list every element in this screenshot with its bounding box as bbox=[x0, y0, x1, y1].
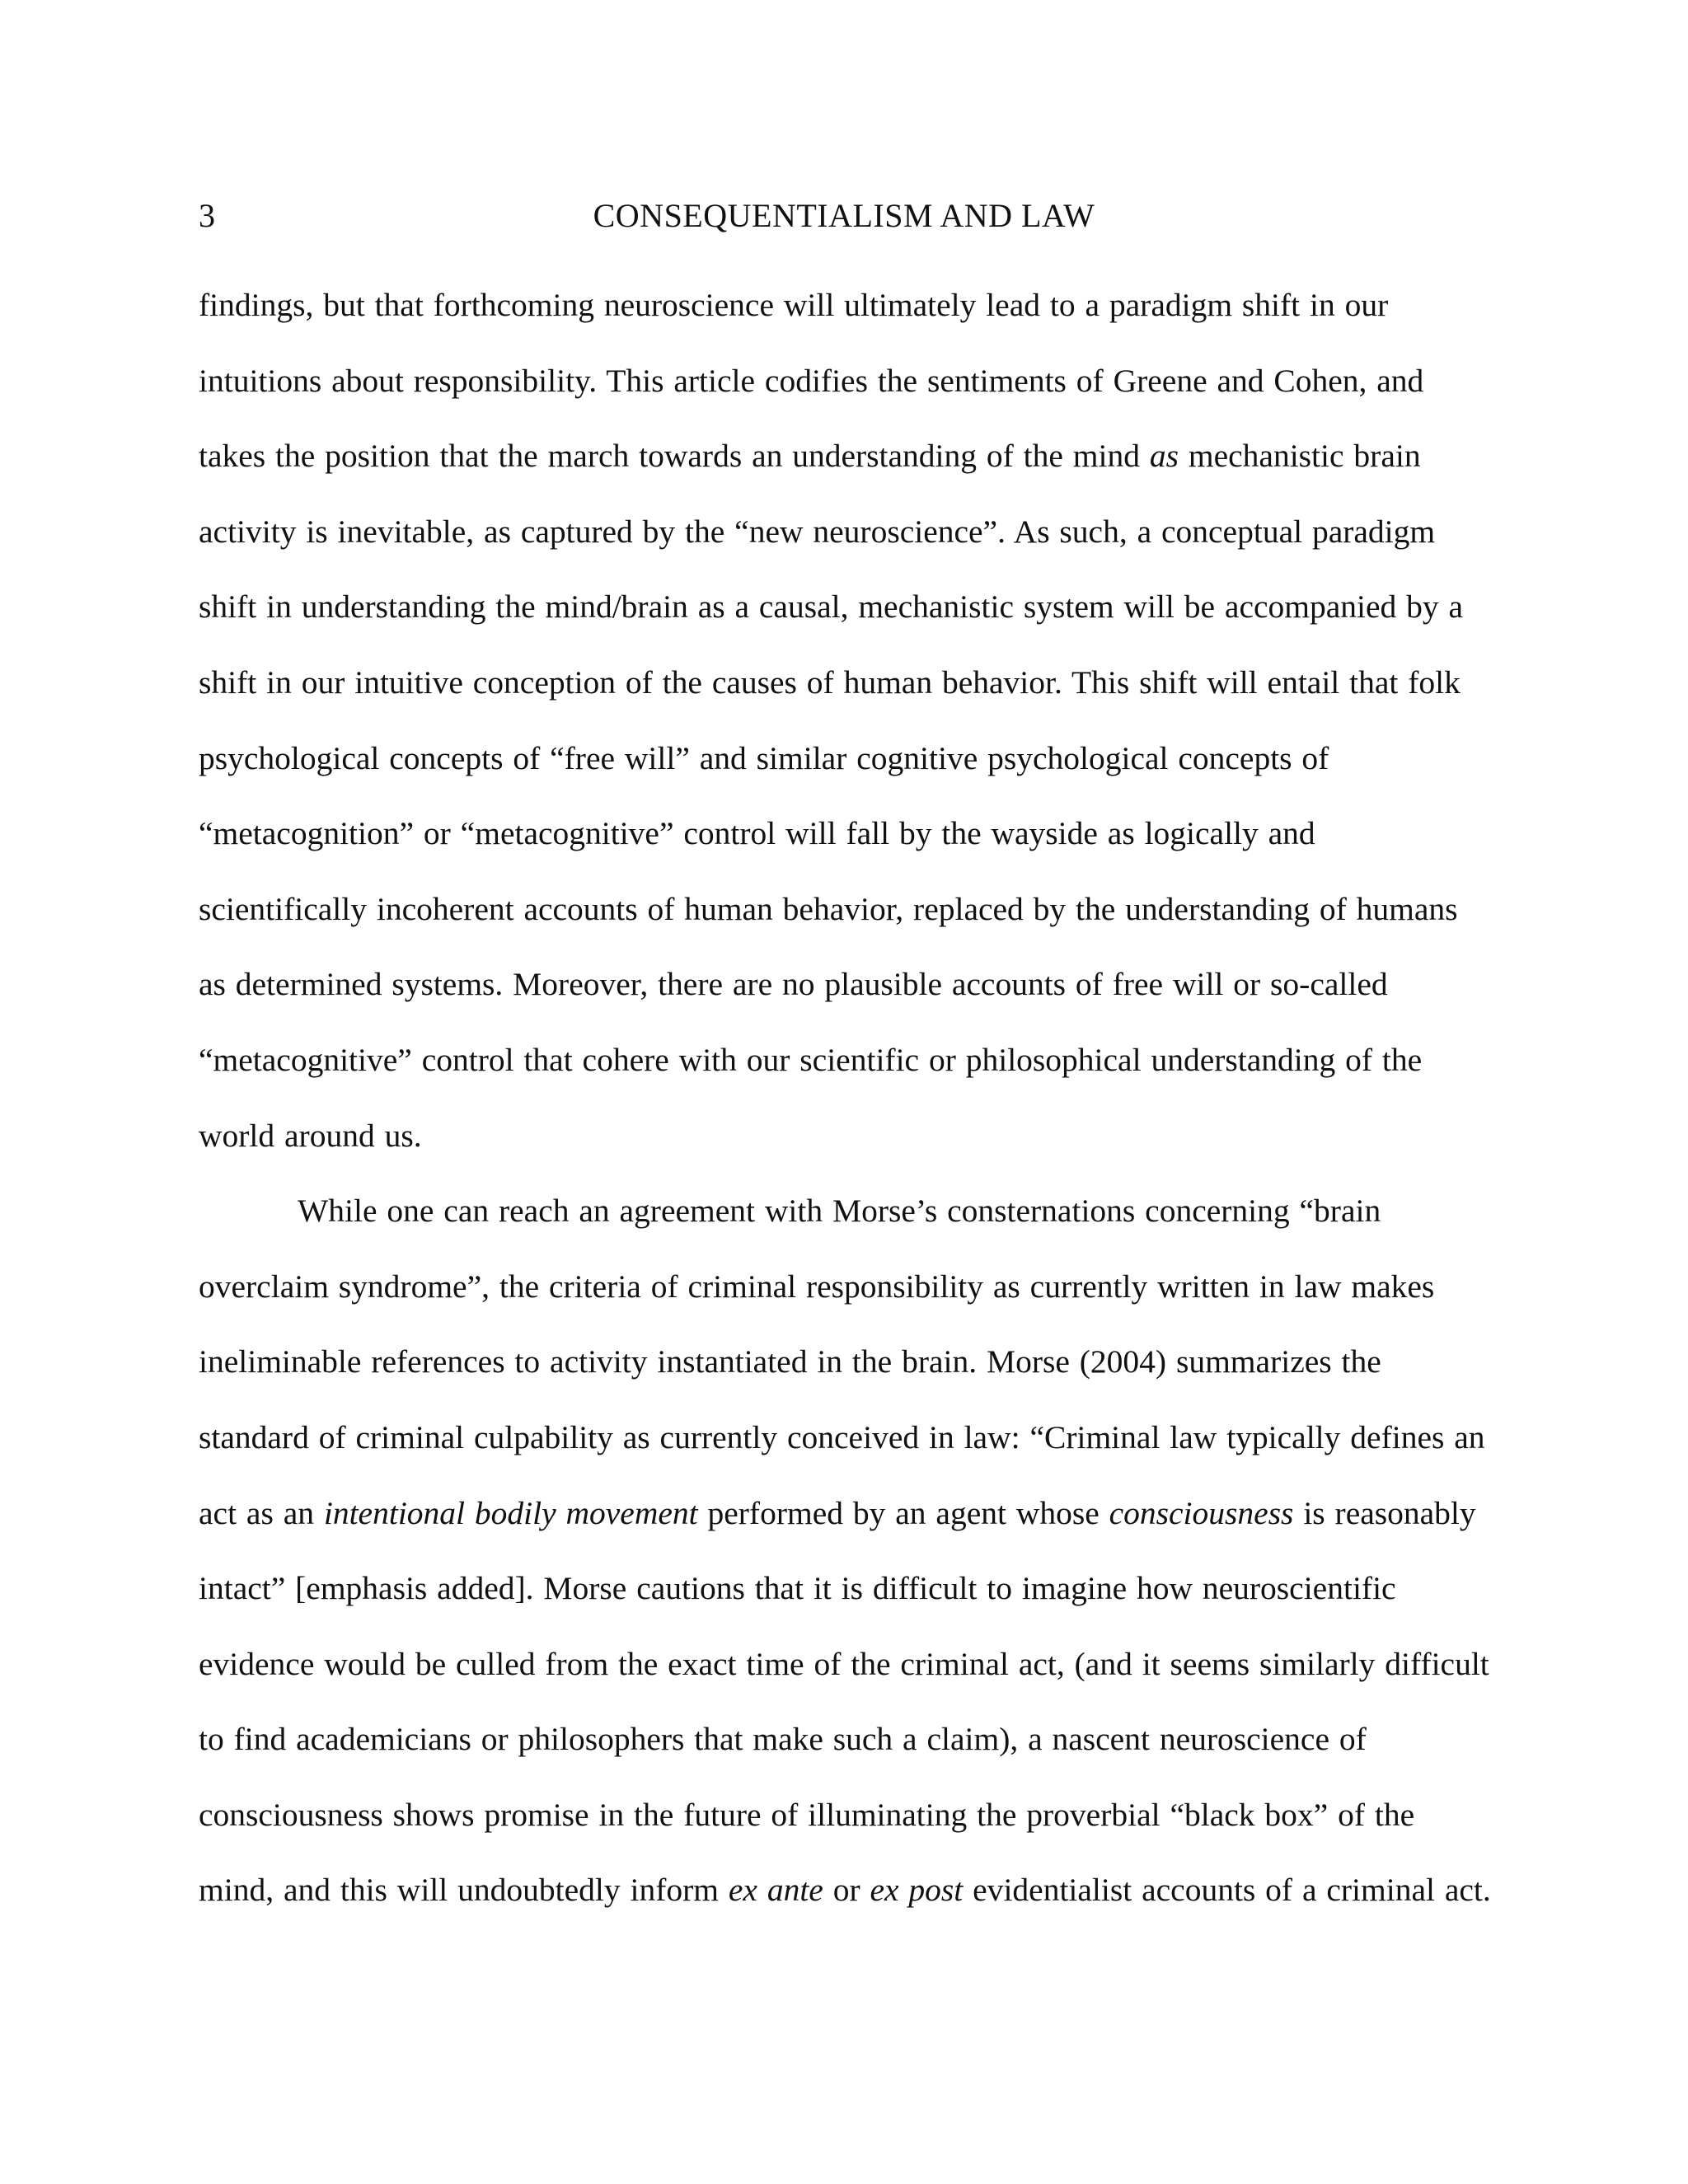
text-line: world around us. bbox=[199, 1117, 422, 1154]
text-line: as determined systems. Moreover, there are no plausible accounts of free will or so-called bbox=[199, 966, 1388, 1003]
text-line: “metacognition” or “metacognitive” control will fall by the wayside as logically and bbox=[199, 815, 1315, 852]
emphasis-text: ex post bbox=[870, 1872, 964, 1909]
text-segment: mind, and this will undoubtedly inform bbox=[199, 1872, 729, 1909]
text-line: intact” [emphasis added]. Morse cautions that it is difficult to imagine how neuroscientific bbox=[199, 1570, 1396, 1607]
running-head bbox=[199, 191, 1489, 241]
body-text bbox=[199, 268, 1489, 1929]
text-line: to find academicians or philosophers that make such a claim), a nascent neuroscience of bbox=[199, 1721, 1367, 1758]
text-line bbox=[199, 419, 1489, 494]
text-line: activity is inevitable, as captured by the “new neuroscience”. As such, a conceptual paradigm bbox=[199, 513, 1436, 550]
paragraph-1 bbox=[199, 268, 1489, 1174]
text-segment: or bbox=[823, 1872, 870, 1909]
running-title: CONSEQUENTIALISM AND LAW bbox=[593, 197, 1095, 234]
text-line: While one can reach an agreement with Morse’s consternations concerning “brain bbox=[298, 1193, 1381, 1230]
text-segment: act as an bbox=[199, 1494, 324, 1531]
emphasis-text: intentional bodily movement bbox=[323, 1494, 698, 1531]
text-line: intuitions about responsibility. This article codifies the sentiments of Greene and Cohen, and bbox=[199, 362, 1424, 399]
text-line: standard of criminal culpability as currently conceived in law: “Criminal law typically defines an bbox=[199, 1418, 1485, 1455]
text-line bbox=[199, 1476, 1489, 1552]
text-line: evidence would be culled from the exact time of the criminal act, (and it seems similarly difficult bbox=[199, 1645, 1489, 1682]
text-line: shift in our intuitive conception of the causes of human behavior. This shift will entail that folk bbox=[199, 663, 1461, 701]
text-line: scientifically incoherent accounts of human behavior, replaced by the understanding of humans bbox=[199, 890, 1458, 927]
text-line: ineliminable references to activity instantiated in the brain. Morse (2004) summarizes the bbox=[199, 1343, 1381, 1380]
text-line: consciousness shows promise in the future of illuminating the proverbial “black box” of the bbox=[199, 1796, 1415, 1833]
text-segment: performed by an agent whose bbox=[697, 1494, 1109, 1531]
text-line: “metacognitive” control that cohere with our scientific or philosophical understanding of the bbox=[199, 1041, 1423, 1078]
text-line: overclaim syndrome”, the criteria of criminal responsibility as currently written in law makes bbox=[199, 1268, 1435, 1305]
text-line bbox=[199, 1853, 1489, 1929]
text-line: shift in understanding the mind/brain as a causal, mechanistic system will be accompanied by a bbox=[199, 588, 1464, 626]
paragraph-2 bbox=[199, 1174, 1489, 1929]
page-number: 3 bbox=[199, 197, 215, 234]
text-segment: mechanistic brain bbox=[1179, 438, 1421, 475]
emphasis-text: as bbox=[1149, 438, 1179, 475]
text-line: psychological concepts of “free will” and similar cognitive psychological concepts of bbox=[199, 739, 1329, 776]
emphasis-text: consciousness bbox=[1109, 1494, 1294, 1531]
text-segment: evidentialist accounts of a criminal act. bbox=[963, 1872, 1491, 1909]
text-line: findings, but that forthcoming neuroscience will ultimately lead to a paradigm shift in our bbox=[199, 287, 1389, 323]
text-segment: takes the position that the march towards an understanding of the mind bbox=[199, 438, 1150, 475]
emphasis-text: ex ante bbox=[728, 1872, 823, 1909]
text-segment: is reasonably bbox=[1293, 1494, 1476, 1531]
